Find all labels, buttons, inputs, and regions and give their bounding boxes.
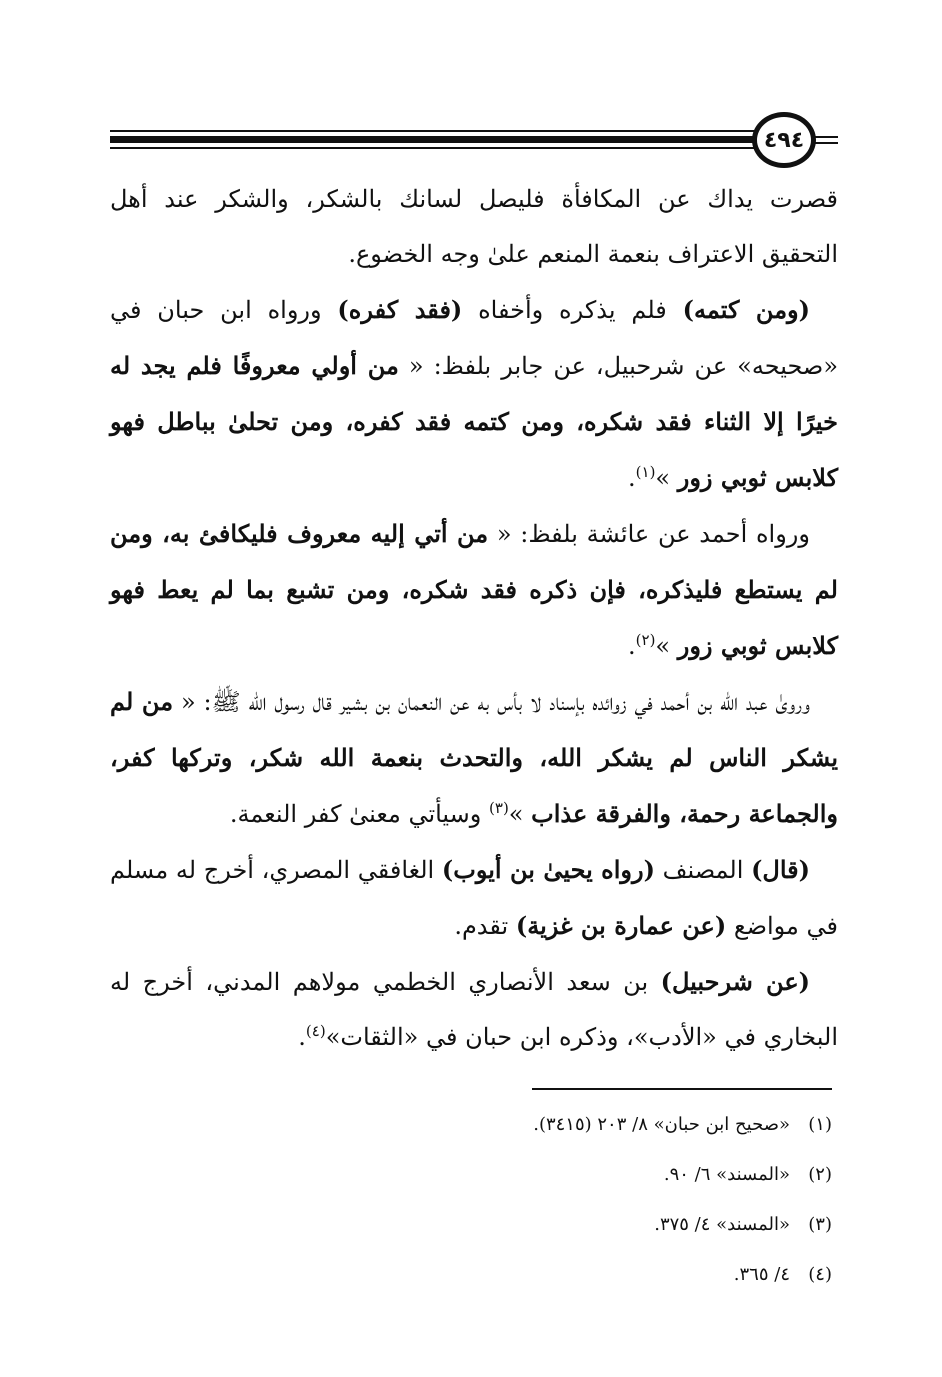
bold-text: (ومن كتمه)	[682, 295, 810, 324]
text-run: »	[655, 464, 678, 492]
footnote-item	[232, 1250, 832, 1300]
paragraph	[110, 954, 838, 1065]
text-run: ورواه ابن حبان في «صحيحه» عن شرحبيل، عن جابر بلفظ: «	[110, 296, 838, 380]
bold-text: من لم يشكر الناس لم يشكر الله، والتحدث بنعمة الله شكر، وتركها كفر، والجماعة رحمة، والفرقة عذاب	[110, 687, 838, 828]
paragraph	[110, 172, 838, 282]
footnote-text: «صحيح ابن حبان» ٨/ ٢٠٣ (٣٤١٥).	[533, 1114, 790, 1135]
footnote-item	[232, 1100, 832, 1150]
text-run: .	[298, 1023, 306, 1051]
footnote-text: «المسند» ٤/ ٣٧٥.	[654, 1214, 790, 1235]
header-rule-thick	[110, 136, 760, 143]
text-run: فلم يذكره وأخفاه	[462, 296, 683, 324]
bold-text: (عن عمارة بن غزية)	[515, 911, 727, 940]
text-run: المصنف	[654, 856, 752, 884]
footnote-number: (٢)	[808, 1164, 832, 1185]
footnote-ref: (٢)	[635, 631, 656, 649]
header-rule-thin-bottom	[110, 147, 760, 149]
text-run: ورویٰ عبد الله بن أحمد في زوائده بإسناد لا بأس به عن النعمان بن بشير قال رسول الله ﷺ: «	[173, 688, 810, 716]
footnote-number: (١)	[808, 1114, 832, 1135]
footnote-separator	[532, 1088, 832, 1090]
bold-text: (قال)	[751, 855, 810, 884]
text-run: .	[628, 632, 636, 660]
paragraph	[110, 282, 838, 506]
main-text	[110, 172, 838, 1065]
text-run: وسيأتي معنىٰ كفر النعمة.	[229, 800, 490, 828]
page-number: ٤٩٤	[752, 112, 816, 168]
footnote-text: «المسند» ٦/ ٩٠.	[663, 1164, 790, 1185]
text-run: .	[628, 464, 636, 492]
paragraph	[110, 674, 838, 842]
bold-text: (رواه يحيىٰ بن أيوب)	[441, 855, 655, 884]
text-run: الغافقي المصري، أخرج له مسلم في مواضع	[110, 856, 838, 940]
footnote-number: (٣)	[808, 1214, 832, 1235]
footnotes	[232, 1100, 832, 1300]
page-header	[110, 112, 838, 172]
text-run: تقدم.	[454, 912, 516, 940]
bold-text: من أتي إليه معروف فليكافئ به، ومن لم يستطع فليذكره، فإن ذكره فقد شكره، ومن تشبع بما لم يعط فهو كلابس ثوبي زور	[110, 519, 838, 660]
bold-text: (فقد كفره)	[337, 295, 463, 324]
footnote-ref: (١)	[635, 463, 656, 481]
bold-text: (عن شرحبيل)	[660, 967, 810, 996]
text-run: »	[655, 632, 678, 660]
footnote-text: ٤/ ٣٦٥.	[733, 1264, 790, 1285]
text-run: بن سعد الأنصاري الخطمي مولاهم المدني، أخرج له البخاري في «الأدب»، وذكره ابن حبان في «الثقات»	[110, 968, 838, 1051]
text-run: »	[508, 800, 532, 828]
footnote-ref: (٤)	[305, 1022, 326, 1040]
bold-text: من أولي معروفًا فلم يجد له خيرًا إلا الثناء فقد شكره، ومن كتمه فقد كفره، ومن تحلىٰ بباطل فهو كلابس ثوبي زور	[110, 351, 838, 492]
header-rule-thin-top	[110, 130, 760, 132]
footnote-item	[232, 1150, 832, 1200]
footnote-number: (٤)	[808, 1264, 832, 1285]
text-run: قصرت يداك عن المكافأة فليصل لسانك بالشكر، والشكر عند أهل التحقيق الاعتراف بنعمة المنعم علىٰ وجه الخضوع.	[110, 185, 839, 268]
paragraph	[110, 506, 838, 674]
paragraph	[110, 842, 838, 954]
footnote-item	[232, 1200, 832, 1250]
footnote-ref: (٣)	[489, 799, 509, 817]
text-run: ورواه أحمد عن عائشة بلفظ: «	[488, 520, 810, 548]
